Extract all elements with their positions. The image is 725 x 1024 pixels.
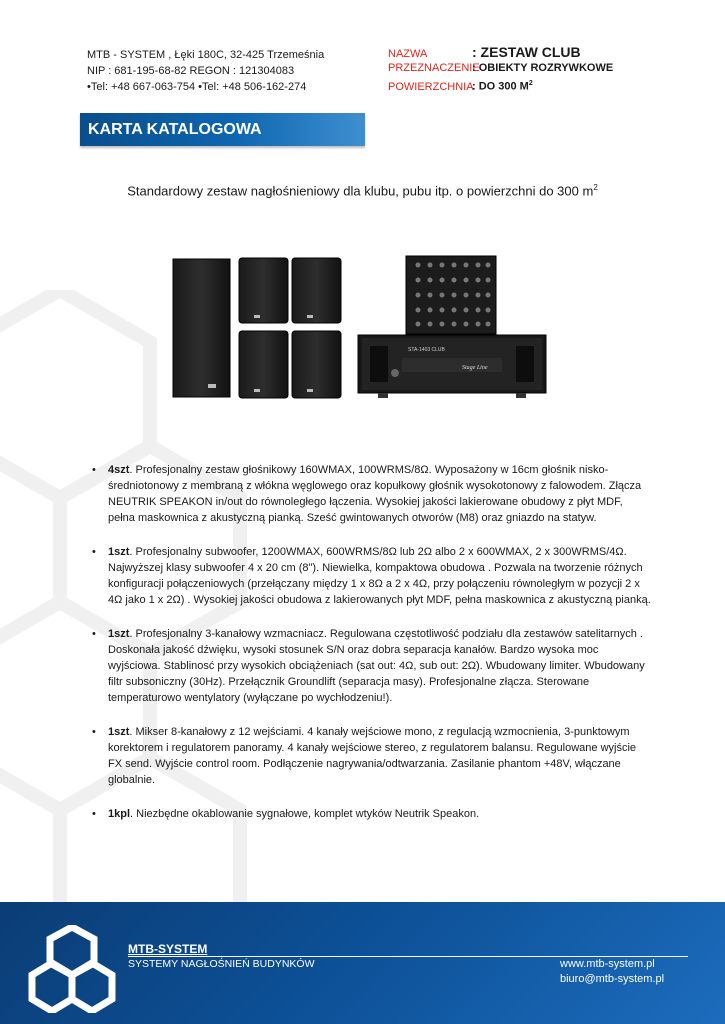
spec-area-label: POWIERZCHNIA xyxy=(388,80,474,93)
company-address: MTB - SYSTEM , Łęki 180C, 32-425 Trzemeśnia xyxy=(87,49,325,61)
spec-name-label: NAZWA xyxy=(388,48,428,60)
banner-title: KARTA KATALOGOWA xyxy=(88,121,262,138)
company-info xyxy=(87,47,324,95)
product-image xyxy=(170,250,550,405)
spec-purpose-row xyxy=(388,60,613,76)
equipment-item: • 1szt. Profesjonalny subwoofer, 1200WMAX, 600WRMS/8Ω lub 2Ω albo 2 x 600WMAX, 2 x 300WRMS/4Ω. Najwyższej klasy subwoofer 4 x 20 cm (8"). Niewielka, kompaktowa obudowa . Pozwala na tworzenie różnych konfiguracji połączeniowych (przełączany między 1 x 8Ω a 2 x 4Ω, przy połączeniu równoległym w pozycji 2 x 4Ω jako 1 x 2Ω) . Wysokiej jakości obudowa z lakierowanych płyt MDF, pełna maskownica z akustyczną pianką. xyxy=(92,544,652,608)
spec-purpose-label: PRZEZNACZENIE xyxy=(388,62,480,74)
footer-tagline: SYSTEMY NAGŁOŚNIEŃ BUDYNKÓW xyxy=(128,958,315,970)
company-logo-icon xyxy=(28,925,116,1013)
amp-front-label: STA-1403 CLUB xyxy=(408,347,445,353)
equipment-item: • 1szt. Profesjonalny 3-kanałowy wzmacniacz. Regulowana częstotliwość podziału dla zestawów satelitarnych . Doskonała jakość dźwięku, wysoki stosunek S/N oraz dobra separacja kanałów. Bardzo wysoka moc wyjściowa. Stablinosć przy wysokich obciążeniach (sat out: 4Ω, sub out: 2Ω). Wbudowany limiter. Wbudowany filtr subsoniczny (30Hz). Przełącznik Groundlift (separacja masy). Profesjonalne złącza. Sterowane temperaturowo wentylatory (wyłączane po wychłodzeniu!). xyxy=(92,626,652,706)
equipment-item: • 1kpl. Niezbędne okablowanie sygnałowe, komplet wtyków Neutrik Speakon. xyxy=(92,806,652,822)
spec-name-row xyxy=(388,44,613,60)
footer-divider xyxy=(128,956,688,957)
equipment-list xyxy=(92,462,652,840)
footer-email-link[interactable]: biuro@mtb-system.pl xyxy=(560,973,665,985)
lead-description: Standardowy zestaw nagłośnieniowy dla klubu, pubu itp. o powierzchni do 300 $m^2$ xyxy=(127,183,598,199)
spec-name-value: : ZESTAW CLUB xyxy=(472,44,581,60)
footer-website-link[interactable]: www.mtb-system.pl xyxy=(560,958,655,970)
spec-area-value: : DO 300 $M^2$ xyxy=(472,80,533,93)
product-spec-summary xyxy=(388,44,613,92)
amp-brand-label: Stage Line xyxy=(462,365,488,371)
company-tax-ids: NIP : 681-195-68-82 REGON : 121304083 xyxy=(87,65,295,77)
footer-company-name: MTB-SYSTEM xyxy=(128,942,208,956)
spec-purpose-value: : OBIEKTY ROZRYWKOWE xyxy=(472,62,614,74)
equipment-item: • 1szt. Mikser 8-kanałowy z 12 wejściami. 4 kanały wejściowe mono, z regulacją wzmocnienia, 3-punktowym korektorem i regulatorem panoramy. 4 kanały wejściowe stereo, z regulatorem balansu. Regulowane wyjście FX send. Wyjście control room. Podłączenie nagrywania/odtwarzania. Zasilanie phantom +48V, włączane globalnie. xyxy=(92,724,652,788)
company-phones: •Tel: +48 667-063-754 •Tel: +48 506-162-274 xyxy=(87,81,307,93)
equipment-item: • 4szt. Profesjonalny zestaw głośnikowy 160WMAX, 100WRMS/8Ω. Wyposażony w 16cm głośnik nisko-średniotonowy z membraną z włókna węglowego oraz kopułkowy głośnik wysokotonowy z falowodem. Złącza NEUTRIK SPEAKON in/out do równoległego łączenia. Wysokiej jakości lakierowane obudowy z płyt MDF, pełna maskownica z akustyczną pianką. Sześć gwintowanych otworów (M8) oraz gniazdo na statyw. xyxy=(92,462,652,526)
spec-area-row xyxy=(388,76,613,92)
